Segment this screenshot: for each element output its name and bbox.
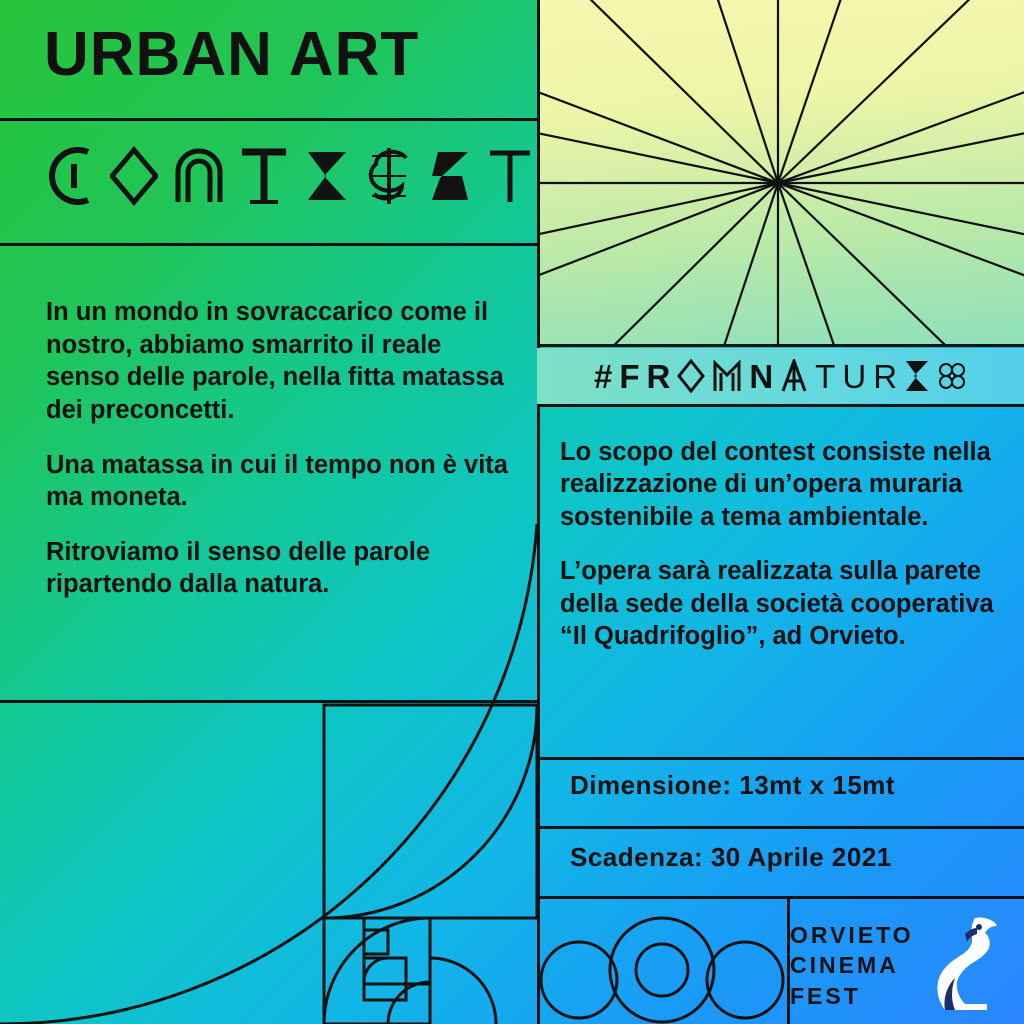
sunburst-graphic (537, 0, 1024, 345)
divider-line (0, 243, 537, 246)
wordmark-letter-t2 (488, 146, 532, 206)
contest-wordmark (44, 136, 532, 216)
wordmark-letter-s2 (428, 146, 472, 206)
deadline-text: Scadenza: 30 Aprile 2021 (570, 842, 892, 872)
left-body-text (46, 296, 516, 623)
hash-letter-f: F (619, 357, 640, 395)
hash-letter-r: R (646, 357, 671, 395)
wordmark-letter-n (174, 146, 224, 206)
hash-letter-m (712, 359, 742, 393)
left-paragraph-3: Ritroviamo il senso delle parole ripartendo dalla natura. (46, 537, 431, 599)
page-title: URBAN ART (44, 20, 420, 89)
wordmark-letter-t (240, 146, 288, 206)
divider-line (537, 896, 1024, 899)
circles-graphic (537, 898, 787, 1024)
logo-text-block (790, 920, 925, 1011)
logo-line-2: CINEMA (790, 952, 899, 979)
hash-letter-u: U (842, 357, 867, 395)
hash-letter-t: T (815, 357, 836, 395)
hash-letter-n: N (749, 357, 774, 395)
divider-line (537, 826, 1024, 829)
divider-line (537, 757, 1024, 760)
wordmark-letter-c (44, 146, 94, 206)
divider-line (537, 344, 1024, 347)
wordmark-letter-s (366, 146, 412, 206)
right-body-text (560, 436, 1010, 674)
hash-letter-e (904, 359, 930, 393)
hash-flower-icon (937, 359, 967, 393)
divider-line (537, 0, 540, 1024)
wordmark-letter-o (110, 146, 158, 206)
right-paragraph-2: L’opera sarà realizzata sulla parete della sede della società cooperativa “Il Quadrifoglio”, ad Orvieto. (560, 557, 994, 650)
wordmark-letter-e (304, 146, 350, 206)
left-paragraph-1: In un mondo in sovraccarico come il nostro, abbiamo smarrito il reale senso delle parole, nella fitta matassa dei preconcetti. (46, 298, 504, 424)
hash-letter-r: R (873, 357, 898, 395)
hash-letter-a (780, 359, 808, 393)
left-paragraph-2: Una matassa in cui il tempo non è vita ma moneta. (46, 450, 508, 512)
right-paragraph-1: Lo scopo del contest consiste nella realizzazione di un’opera muraria sostenibile a tema ambientale. (560, 438, 991, 531)
dimension-text: Dimensione: 13mt x 15mt (570, 770, 896, 800)
hashtag-wordmark (537, 348, 1024, 404)
festival-logo (790, 912, 1005, 1017)
logo-line-3: FEST (790, 982, 861, 1009)
sphinx-bird-icon (925, 912, 1003, 1012)
hash-symbol-icon: # (593, 357, 613, 395)
divider-line (0, 700, 537, 703)
divider-line (537, 404, 1024, 407)
hash-letter-o (677, 359, 705, 393)
divider-line (0, 118, 537, 121)
logo-line-1: ORVIETO (790, 922, 914, 948)
